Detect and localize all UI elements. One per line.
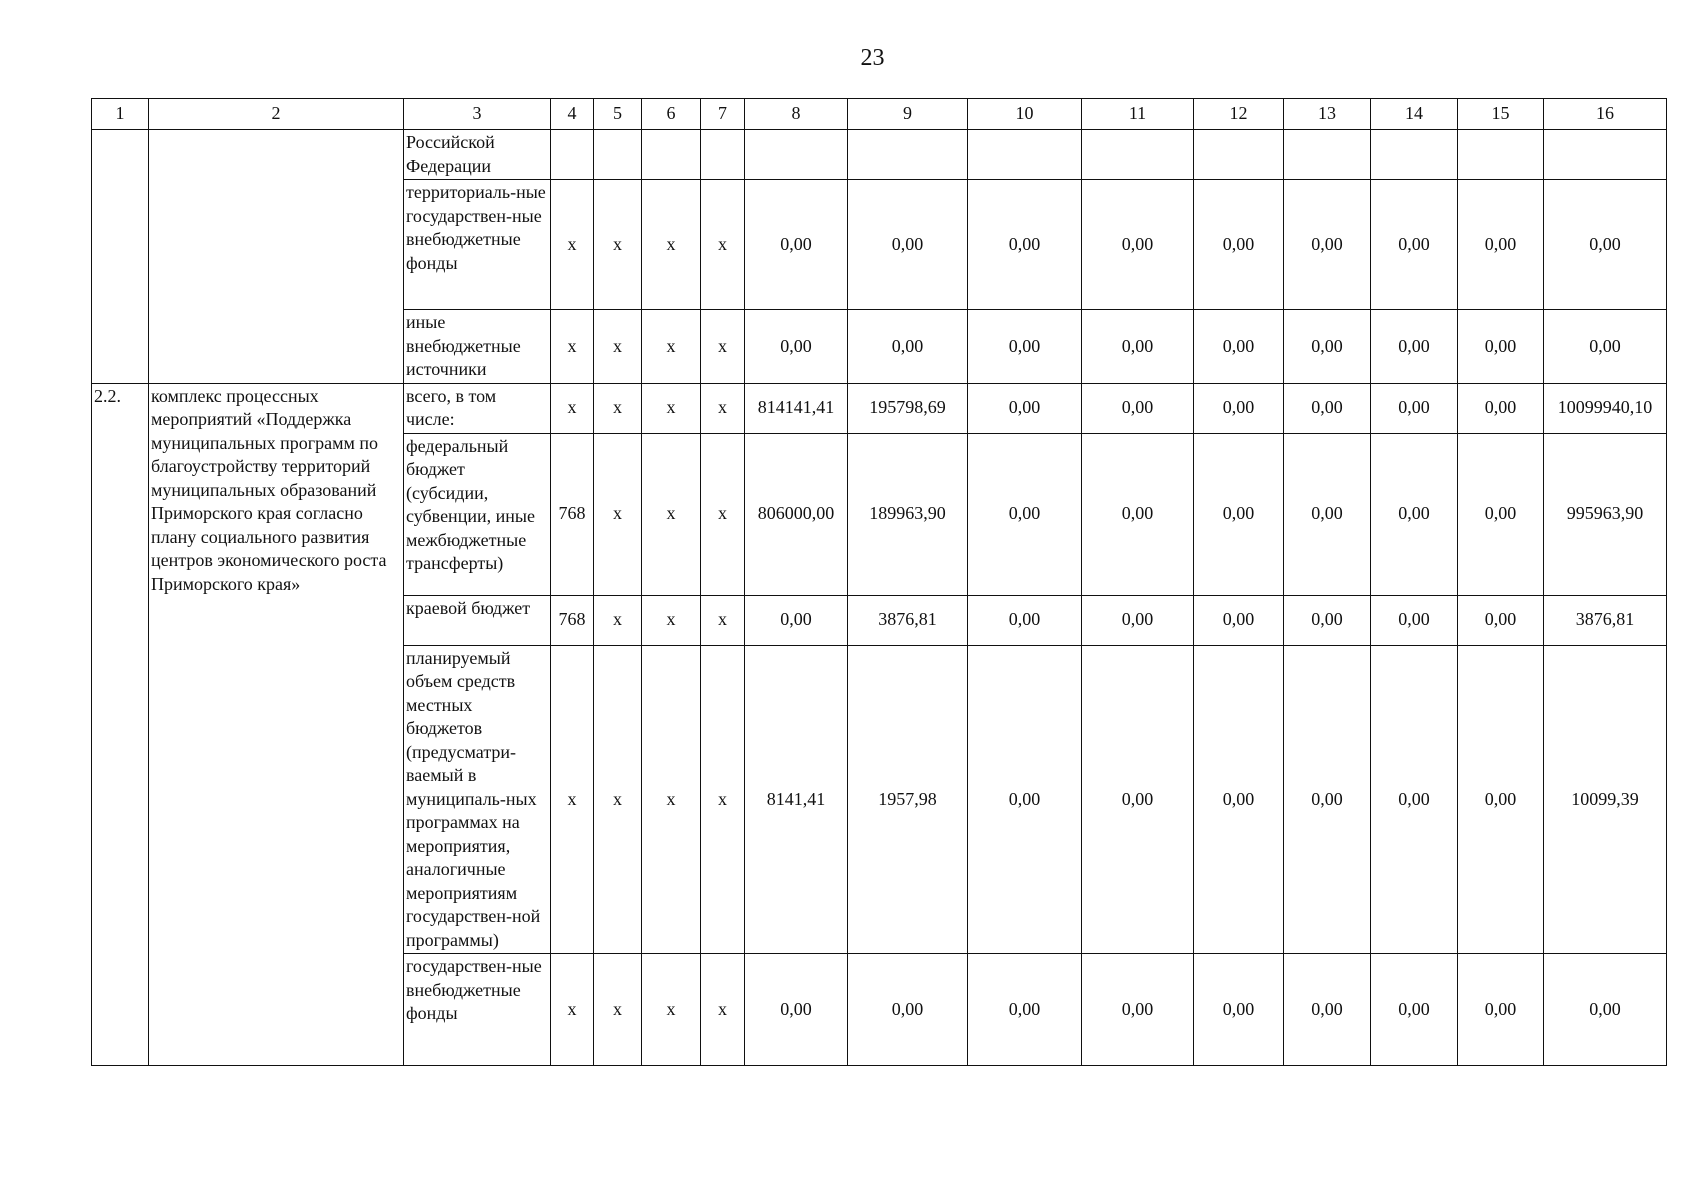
header-cell-9: 9 <box>848 99 968 130</box>
code-cell: x <box>642 310 701 384</box>
value-cell: 814141,41 <box>745 383 848 433</box>
value-cell: 0,00 <box>968 954 1082 1066</box>
value-cell: 0,00 <box>848 180 968 310</box>
value-cell: 0,00 <box>1458 954 1544 1066</box>
value-cell: 0,00 <box>1194 595 1284 645</box>
value-cell: 0,00 <box>1544 310 1667 384</box>
value-cell: 0,00 <box>968 180 1082 310</box>
value-cell: 0,00 <box>1082 383 1194 433</box>
header-cell-12: 12 <box>1194 99 1284 130</box>
value-cell: 995963,90 <box>1544 433 1667 595</box>
value-cell: 3876,81 <box>848 595 968 645</box>
value-cell <box>745 130 848 180</box>
code-cell: x <box>642 383 701 433</box>
code-cell <box>642 130 701 180</box>
table-row <box>92 383 1667 433</box>
code-cell: x <box>551 310 594 384</box>
row-name <box>149 130 404 384</box>
code-cell: x <box>642 433 701 595</box>
funding-source: государствен-ные внебюджетные фонды <box>404 954 551 1066</box>
value-cell: 0,00 <box>1082 180 1194 310</box>
value-cell: 0,00 <box>848 310 968 384</box>
funding-source: иные внебюджетные источники <box>404 310 551 384</box>
code-cell: x <box>594 383 642 433</box>
code-cell: 768 <box>551 595 594 645</box>
code-cell: x <box>701 595 745 645</box>
code-cell: x <box>594 180 642 310</box>
code-cell: x <box>642 645 701 954</box>
code-cell: x <box>594 310 642 384</box>
header-cell-5: 5 <box>594 99 642 130</box>
code-cell: x <box>642 595 701 645</box>
header-cell-13: 13 <box>1284 99 1371 130</box>
value-cell: 0,00 <box>1284 433 1371 595</box>
value-cell: 3876,81 <box>1544 595 1667 645</box>
value-cell: 1957,98 <box>848 645 968 954</box>
value-cell: 0,00 <box>1194 645 1284 954</box>
row-number <box>92 130 149 384</box>
value-cell: 0,00 <box>1544 180 1667 310</box>
value-cell: 0,00 <box>1458 180 1544 310</box>
value-cell: 0,00 <box>1458 595 1544 645</box>
funding-source: планируемый объем средств местных бюджетов (предусматри-ваемый в муниципаль-ных программах на мероприятия, аналогичные мероприятиям государствен-ной программы) <box>404 645 551 954</box>
code-cell: x <box>701 954 745 1066</box>
value-cell <box>968 130 1082 180</box>
value-cell: 0,00 <box>848 954 968 1066</box>
code-cell: x <box>642 180 701 310</box>
value-cell: 0,00 <box>1371 645 1458 954</box>
value-cell: 0,00 <box>745 180 848 310</box>
value-cell <box>1371 130 1458 180</box>
header-cell-6: 6 <box>642 99 701 130</box>
header-cell-15: 15 <box>1458 99 1544 130</box>
code-cell: x <box>551 645 594 954</box>
value-cell: 0,00 <box>1194 180 1284 310</box>
value-cell: 0,00 <box>1082 595 1194 645</box>
table-row <box>92 130 1667 180</box>
value-cell: 0,00 <box>1194 954 1284 1066</box>
funding-source: всего, в том числе: <box>404 383 551 433</box>
value-cell: 0,00 <box>1458 310 1544 384</box>
code-cell: x <box>594 595 642 645</box>
code-cell: x <box>551 954 594 1066</box>
value-cell: 0,00 <box>1458 433 1544 595</box>
code-cell: x <box>642 954 701 1066</box>
value-cell: 0,00 <box>1371 383 1458 433</box>
value-cell: 0,00 <box>1284 180 1371 310</box>
value-cell: 0,00 <box>1284 595 1371 645</box>
value-cell: 195798,69 <box>848 383 968 433</box>
value-cell: 10099940,10 <box>1544 383 1667 433</box>
value-cell: 0,00 <box>1371 954 1458 1066</box>
value-cell <box>1082 130 1194 180</box>
value-cell: 0,00 <box>1194 383 1284 433</box>
header-cell-1: 1 <box>92 99 149 130</box>
value-cell: 0,00 <box>1284 383 1371 433</box>
code-cell: x <box>551 383 594 433</box>
value-cell <box>1194 130 1284 180</box>
value-cell: 0,00 <box>1194 433 1284 595</box>
value-cell: 10099,39 <box>1544 645 1667 954</box>
value-cell: 0,00 <box>968 383 1082 433</box>
value-cell: 8141,41 <box>745 645 848 954</box>
code-cell: x <box>551 180 594 310</box>
value-cell: 0,00 <box>1082 954 1194 1066</box>
value-cell: 189963,90 <box>848 433 968 595</box>
code-cell <box>701 130 745 180</box>
value-cell: 0,00 <box>968 433 1082 595</box>
code-cell: x <box>701 433 745 595</box>
value-cell: 0,00 <box>968 645 1082 954</box>
value-cell: 0,00 <box>1194 310 1284 384</box>
value-cell: 806000,00 <box>745 433 848 595</box>
funding-source: федеральный бюджет (субсидии, субвенции, иные межбюджетные трансферты) <box>404 433 551 595</box>
value-cell: 0,00 <box>968 310 1082 384</box>
value-cell: 0,00 <box>1284 310 1371 384</box>
header-cell-14: 14 <box>1371 99 1458 130</box>
code-cell: 768 <box>551 433 594 595</box>
value-cell: 0,00 <box>1082 433 1194 595</box>
funding-source: территориаль-ные государствен-ные внебюджетные фонды <box>404 180 551 310</box>
value-cell: 0,00 <box>1371 595 1458 645</box>
value-cell: 0,00 <box>1371 433 1458 595</box>
value-cell: 0,00 <box>1544 954 1667 1066</box>
header-cell-8: 8 <box>745 99 848 130</box>
value-cell: 0,00 <box>1284 645 1371 954</box>
header-cell-4: 4 <box>551 99 594 130</box>
value-cell: 0,00 <box>1458 645 1544 954</box>
budget-table <box>91 98 1667 1066</box>
header-row <box>92 99 1667 130</box>
value-cell: 0,00 <box>1284 954 1371 1066</box>
value-cell: 0,00 <box>1371 180 1458 310</box>
funding-source: краевой бюджет <box>404 595 551 645</box>
value-cell <box>1544 130 1667 180</box>
header-cell-3: 3 <box>404 99 551 130</box>
value-cell: 0,00 <box>745 954 848 1066</box>
value-cell: 0,00 <box>1458 383 1544 433</box>
funding-source: Российской Федерации <box>404 130 551 180</box>
header-cell-16: 16 <box>1544 99 1667 130</box>
value-cell <box>1284 130 1371 180</box>
code-cell: x <box>701 645 745 954</box>
row-name: комплекс процессных мероприятий «Поддержка муниципальных программ по благоустройству территорий муниципальных образований Приморского края согласно плану социального развития центров экономического роста Приморского края» <box>149 383 404 1066</box>
code-cell <box>594 130 642 180</box>
value-cell: 0,00 <box>1371 310 1458 384</box>
code-cell: x <box>701 180 745 310</box>
code-cell: x <box>701 310 745 384</box>
header-cell-11: 11 <box>1082 99 1194 130</box>
code-cell: x <box>701 383 745 433</box>
code-cell <box>551 130 594 180</box>
code-cell: x <box>594 645 642 954</box>
header-cell-7: 7 <box>701 99 745 130</box>
code-cell: x <box>594 954 642 1066</box>
page-number: 23 <box>860 45 885 71</box>
header-cell-2: 2 <box>149 99 404 130</box>
header-cell-10: 10 <box>968 99 1082 130</box>
value-cell: 0,00 <box>745 310 848 384</box>
value-cell <box>1458 130 1544 180</box>
value-cell <box>848 130 968 180</box>
value-cell: 0,00 <box>1082 310 1194 384</box>
row-number: 2.2. <box>92 383 149 1066</box>
value-cell: 0,00 <box>1082 645 1194 954</box>
value-cell: 0,00 <box>968 595 1082 645</box>
code-cell: x <box>594 433 642 595</box>
value-cell: 0,00 <box>745 595 848 645</box>
